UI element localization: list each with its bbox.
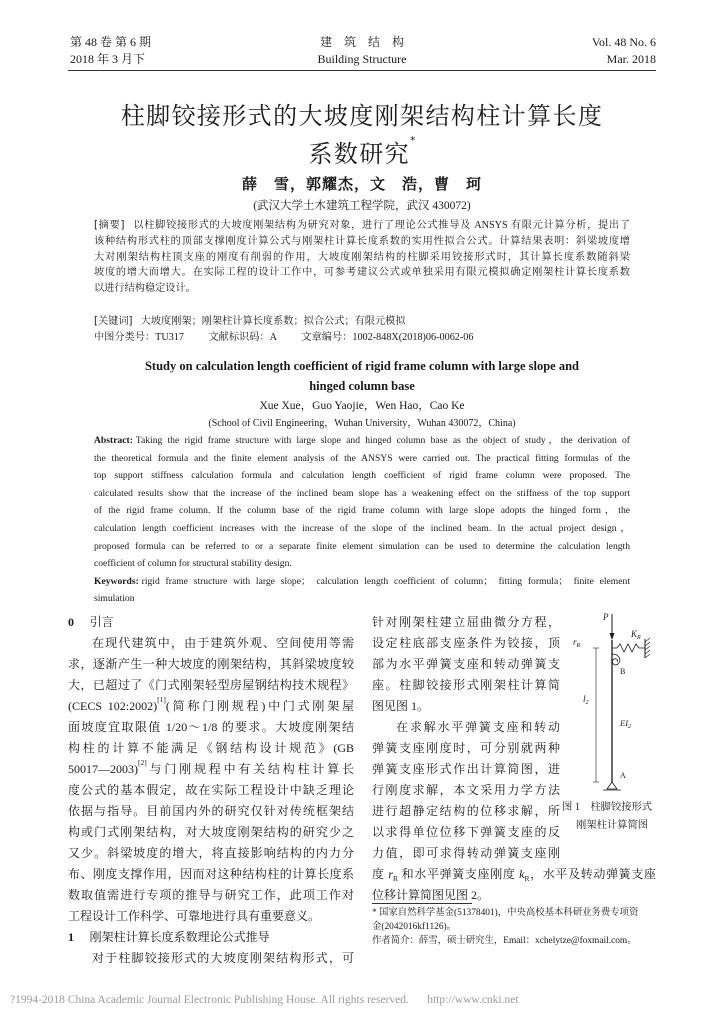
length-label (583, 694, 589, 706)
body-text: 与门刚规程中有关结构柱计算长 (146, 762, 354, 776)
title-line-2-text: 系数研究 (308, 140, 411, 168)
header-right (592, 34, 656, 68)
load-label: P (603, 612, 609, 622)
abstract-en-line: coefficient of column for structural stability design. (94, 558, 292, 570)
citation-ref: [1] (157, 696, 166, 704)
rot-spring-symbol: r (573, 637, 577, 647)
body-line: 依据与指导。目前国内外的研究仅针对传统框架结 (68, 804, 354, 818)
issue-en: Vol. 48 No. 6 (591, 35, 656, 49)
body-line: 又少。斜梁坡度的增大，将直接影响结构的内力分 (68, 846, 354, 860)
body-text: 度 (372, 867, 389, 881)
hor-spring-label (630, 629, 641, 641)
body-line: 设定柱底部支座条件为铰接，顶 (372, 636, 560, 650)
keywords-en-line (94, 573, 630, 591)
document-code: 文献标识码：A (208, 332, 277, 343)
footnote-line: * 国家自然科学基金(51378401)，中央高校基本科研业务费专项资 (372, 908, 639, 918)
title-footnote-mark: * (410, 134, 416, 147)
stiffness-label (619, 718, 631, 730)
abstract-en-line: calculated results show that the increase of the inclined beam slope has a weakening effect on the stiffness of the top support (94, 487, 630, 499)
affiliation-en: (School of Civil Engineering，Wuhan University，Wuhan 430072，China) (208, 418, 516, 429)
abstract-cn-line: 坡度的增大而增大。在实际工程的设计工作中，可参考建议公式或单独采用有限元模拟确定刚架柱计算长度系数 (94, 267, 630, 279)
stiffness-symbol: EI (620, 718, 629, 728)
body-line: 图见图 1。 (372, 699, 430, 713)
keywords-cn-text: 大坡度刚架；刚架柱计算长度系数；拟合公式；有限元模拟 (140, 316, 406, 327)
node-a-label: A (620, 771, 626, 780)
abstract-en-line: proposed formula can be referred to or a separate finite element simulation can be used to determine the calculation length (94, 540, 630, 552)
stiffness-sub: 2 (628, 724, 632, 730)
body-line (372, 864, 656, 885)
abstract-en (94, 432, 630, 608)
body-line: 部为水平弹簧支座和转动弹簧支 (372, 657, 560, 671)
affiliation: (武汉大学土木建筑工程学院，武汉 430072) (253, 200, 471, 212)
title-line-2 (0, 135, 724, 173)
load-arrow-head (610, 633, 615, 640)
body-line: 以求得单位位移下弹簧支座的反 (372, 825, 560, 839)
symbol-r-sub: R (392, 874, 398, 883)
pin-support (607, 782, 617, 789)
paper-title (0, 97, 724, 173)
classification-line (94, 330, 630, 346)
copyright-text: ?1994-2018 China Academic Journal Electronic Publishing House. All rights reserved. (10, 994, 409, 1006)
footnote (372, 906, 656, 948)
keywords-en-text: rigid frame structure with large slope； calculation length coefficient of column； fitting formula； finite element (141, 575, 630, 587)
abstract-en-line: the theoretical formula and the finite element analysis of the ANSYS were carried out. The practical fitting formulas of the (94, 452, 630, 464)
footnote-rule (372, 903, 472, 904)
horizontal-spring (612, 644, 645, 652)
body-text: ，水平及转动弹簧支座 (529, 867, 656, 881)
body-line: 针对刚架柱建立屈曲微分方程， (372, 615, 560, 629)
section-heading-1 (68, 927, 354, 948)
body-line: 数取值需进行专项的推导与研究工作，此项工作对 (68, 888, 354, 902)
body-line: 力值，即可求得转动弹簧支座刚 (372, 846, 560, 860)
authors-en: Xue Xue，Guo Yaojie，Wen Hao，Cao Ke (259, 400, 465, 412)
title-en (0, 356, 724, 396)
abstract-en-line: calculation length coefficient increases with the increase of the slope of the inclined beam. In the actual project design， (94, 522, 630, 534)
abstract-en-line: of the rigid frame column. If the column base of the rigid frame column with large slope adopts the hinged form，the (94, 505, 630, 517)
footnote-line: 金(2042016kf1126)。 (372, 922, 457, 932)
abstract-en-line (94, 432, 630, 450)
body-line: 弹簧支座形式作出计算简图，进 (372, 762, 560, 776)
citation-ref: [2] (138, 759, 147, 767)
body-text: 和水平弹簧支座刚度 (398, 867, 520, 881)
rot-spring-label (573, 637, 581, 649)
body-line: 弹簧支座刚度时，可分别就两种 (372, 741, 560, 755)
caption-line-1: 图 1 柱脚铰接形式 (562, 802, 653, 813)
body-line: 座。柱脚铰接形式刚架柱计算简 (372, 678, 560, 692)
abstract-cn-line: 该种结构形式柱的顶部支撑刚度计算公式与刚架柱计算长度系数的实用性拟合公式。计算结果表明：斜梁坡度增 (94, 235, 630, 247)
body-line: 面坡度宜取限值 1/20～1/8 的要求。大坡度刚架结 (68, 720, 354, 734)
figure-1-caption (562, 799, 662, 835)
rot-spring-sub: R (576, 643, 581, 649)
title-en-line-1: Study on calculation length coefficient of rigid frame column with large slope and (144, 359, 579, 373)
header-left (70, 34, 151, 68)
body-line: 对于柱脚铰接形式的大坡度刚架结构形式，可 (92, 951, 354, 965)
section-title: 刚架柱计算长度系数理论公式推导 (89, 930, 270, 944)
section-title: 引言 (89, 615, 114, 629)
symbol-k-sub: R (524, 874, 530, 883)
abstract-en-label: Abstract: (94, 435, 133, 446)
authors: 薛 雪，郭耀杰，文 浩，曹 珂 (241, 175, 482, 193)
abstract-cn-label: [摘要] (94, 220, 125, 231)
journal-name-en: Building Structure (317, 52, 407, 66)
abstract-cn-line (94, 218, 630, 234)
cnki-url: http://www.cnki.net (427, 994, 519, 1006)
abstract-en-text: Taking the rigid frame structure with large slope and hinged column base as the object of study，the derivation of (135, 435, 630, 446)
copyright-watermark (10, 992, 519, 1008)
footnote-line: 作者简介：薛雪，硕士研究生，Email：xchelytze@foxmail.com。 (372, 936, 637, 946)
article-number: 文章编号：1002-848X(2018)06-0062-06 (301, 332, 474, 343)
hor-spring-sub: R (637, 635, 641, 641)
title-en-line-2: hinged column base (309, 379, 415, 393)
keywords-en-label: Keywords: (94, 575, 139, 587)
body-line (68, 759, 354, 780)
keywords-cn (94, 314, 630, 330)
left-column (68, 612, 354, 969)
section-number: 0 (68, 615, 74, 629)
hor-spring-symbol: K (631, 629, 638, 639)
issue-cn: 第 48 卷 第 6 期 (70, 35, 152, 49)
body-line: 大，已超过了《门式刚架轻型房屋钢结构技术规程》 (68, 678, 354, 692)
journal-name-cn: 建 筑 结 构 (319, 35, 404, 49)
body-line (68, 696, 354, 717)
date-cn: 2018 年 3 月下 (70, 52, 146, 66)
section-number: 1 (68, 930, 74, 944)
keywords-en-line: simulation (94, 593, 135, 605)
symbol-k: k (519, 867, 525, 881)
clc-number: 中图分类号：TU317 (94, 332, 184, 343)
rotational-spring (612, 654, 620, 665)
title-line-1: 柱脚铰接形式的大坡度刚架结构柱计算长度 (120, 102, 604, 130)
body-line: 构柱的计算不能满足《钢结构设计规范》(GB (68, 741, 354, 755)
header-rule (68, 70, 656, 71)
body-text: 50017—2003) (68, 762, 138, 776)
body-line: 进行超静定结构的位移求解，所 (372, 804, 560, 818)
body-text: (CECS 102:2002) (68, 699, 158, 713)
body-line: 求，逐渐产生一种大坡度的刚架结构，其斜梁坡度较 (68, 657, 354, 671)
body-line: 在求解水平弹簧支座和转动 (396, 720, 560, 734)
caption-line-2: 刚架柱计算简图 (576, 820, 649, 831)
body-text: (简称门刚规程)中门式刚架屋 (165, 699, 354, 713)
abstract-cn (94, 218, 630, 297)
body-line: 行刚度求解，本文采用力学方法 (372, 783, 560, 797)
length-symbol: l (583, 694, 586, 704)
body-line: 度公式的基本假定，故在实际工程设计中缺乏理论 (68, 783, 354, 797)
abstract-cn-line: 以进行结构稳定设计。 (94, 283, 196, 295)
abstract-cn-line: 大对刚架结构柱顶支座的刚度有削弱的作用，大坡度刚架结构的柱脚采用铰接形式时，其计算长度系数随斜梁 (94, 251, 630, 263)
keywords-cn-label: [关键词] (94, 316, 133, 327)
figure-1-diagram (565, 608, 656, 792)
symbol-r: r (388, 867, 393, 881)
abstract-cn-text: 以柱脚铰接形式的大坡度刚架结构为研究对象，进行了理论公式推导及 ANSYS 有限元计算分析，提出了 (132, 220, 630, 231)
body-line: 布、刚度支撑作用，因而对这种结构柱的计算长度系 (68, 867, 354, 881)
body-line: 位移计算简图见图 2。 (372, 888, 490, 902)
body-line: 工程设计工作科学、可靠地进行具有重要意义。 (68, 909, 321, 923)
date-en: Mar. 2018 (606, 52, 656, 66)
abstract-en-line: top support stiffness calculation formula and calculation length coefficient of rigid frame column were proposed. The (94, 470, 630, 482)
body-line: 构或门式刚架结构，对大坡度刚架结构的研究少之 (68, 825, 354, 839)
header-center (262, 34, 462, 68)
section-heading-intro (68, 612, 354, 633)
node-b-label: B (620, 667, 626, 676)
length-sub: 2 (585, 700, 589, 706)
body-line: 在现代建筑中，由于建筑外观、空间使用等需 (92, 636, 354, 650)
wall-hatch (645, 638, 650, 658)
